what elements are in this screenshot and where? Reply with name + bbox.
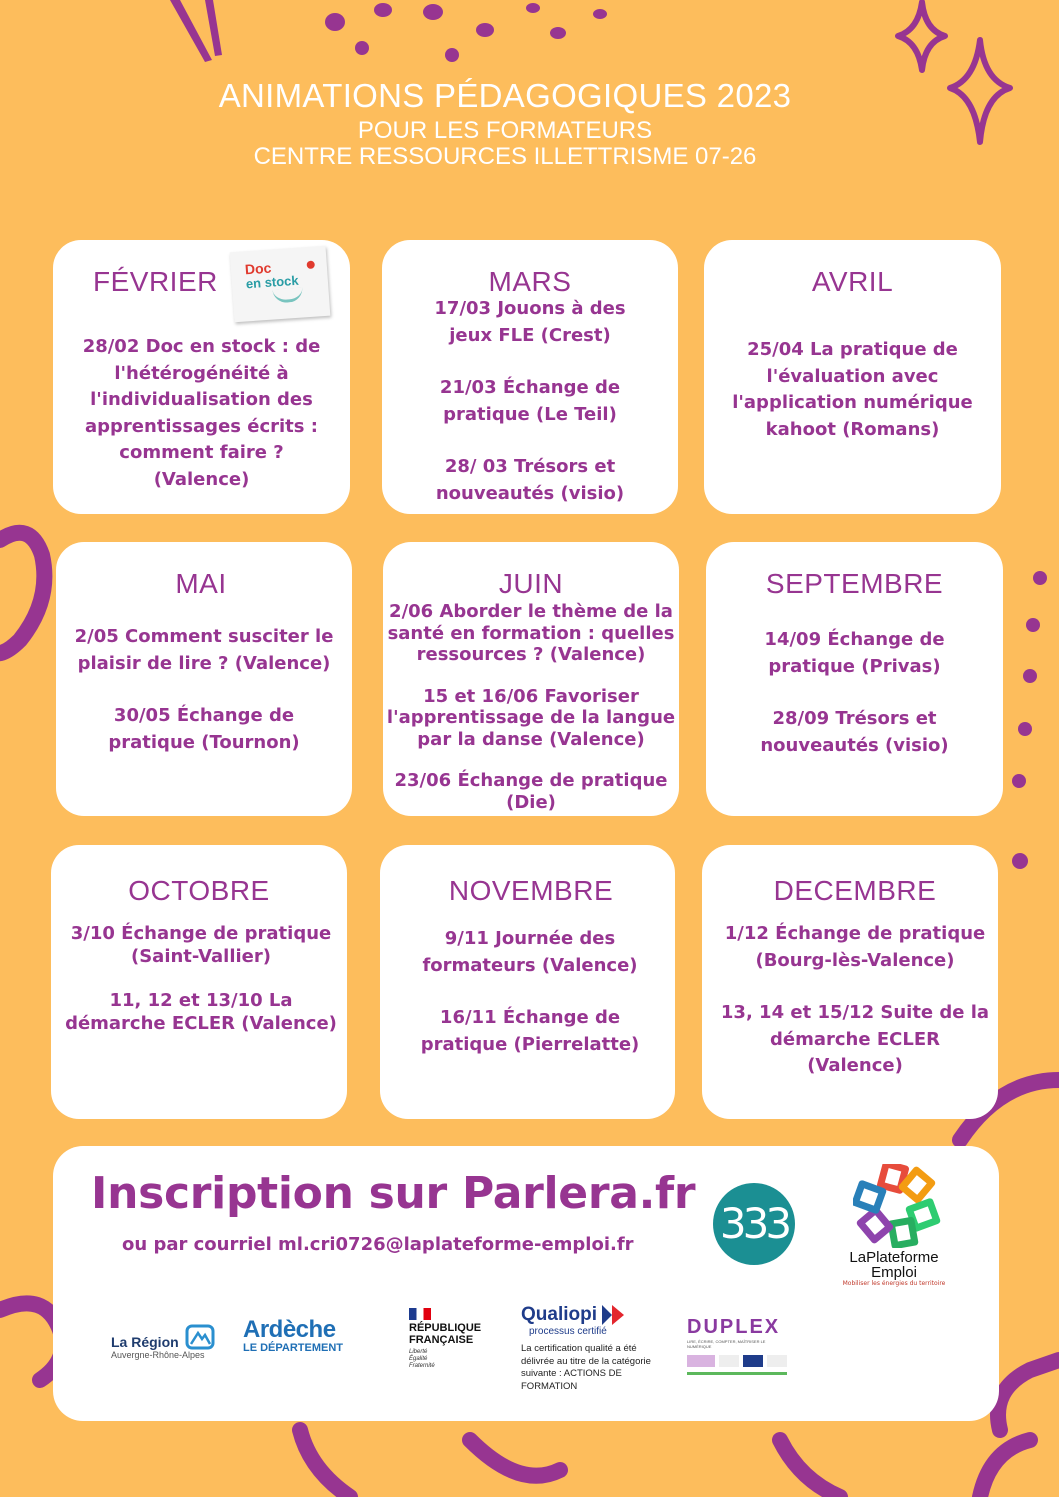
event-line: formateurs (Valence) [422,954,638,976]
month-title: MARS [488,266,572,297]
month-card-septembre [706,542,1003,816]
event-line: comment faire ? [119,442,284,463]
ardeche-name: Ardèche [243,1316,336,1343]
event-line: pratique (Tournon) [108,731,300,753]
event-line: l'application numérique [732,392,973,413]
region-aura-logo [111,1324,215,1360]
page-title: ANIMATIONS PÉDAGOGIQUES 2023 [218,77,792,114]
month-title: NOVEMBRE [448,875,614,906]
lpe-name-line: LaPlateforme [849,1249,939,1266]
event-line: 21/03 Échange de [439,377,621,398]
ardeche-sub: LE DÉPARTEMENT [243,1342,344,1354]
month-title: JUIN [498,568,564,599]
month-title: OCTOBRE [128,875,270,906]
event-line: l'apprentissage de la langue [386,707,676,728]
spacer [51,968,351,990]
duplex-partner-strip [687,1352,787,1370]
doc-logo-text: Doc [244,259,272,278]
ardeche-departement-logo [243,1316,343,1354]
repub-name: RÉPUBLIQUE [409,1322,482,1334]
spacer [706,680,1003,706]
qualiopi-arrow-icon [600,1304,626,1326]
french-flag-icon [409,1308,431,1320]
qualiopi-sub: processus certifié [529,1326,607,1337]
event-line: ressources ? (Valence) [416,644,646,665]
red-dot-icon [306,261,315,270]
month-card-juin [383,542,679,816]
page-subtitle: POUR LES FORMATEURS [357,117,653,144]
month-title: AVRIL [811,266,894,297]
month-title: FÉVRIER [93,266,218,297]
event-line: (Bourg-lès-Valence) [755,949,955,971]
event-line: 15 et 16/06 Favoriser [423,685,639,707]
event-line: l'évaluation avec [766,365,939,387]
event-line: 13, 14 et 15/12 Suite de la [720,1002,990,1023]
event-line: 1/12 Échange de pratique [724,923,986,944]
duplex-logo [687,1316,787,1375]
event-line: démarche ECLER (Valence) [65,1012,337,1034]
plateforme-emblem-icon [853,1164,943,1248]
event-line: 14/09 Échange de [764,629,945,650]
spacer [382,349,678,375]
event-line: l'hétérogénéité à [114,362,289,384]
event-line: 25/04 La pratique de [747,339,958,360]
doc-logo-text: en stock [245,272,300,292]
event-line: par la danse (Valence) [417,728,645,750]
mountain-icon [185,1324,215,1350]
event-line: démarche ECLER [770,1028,940,1050]
event-line: 23/06 Échange de pratique [394,770,668,791]
month-card-decembre [702,845,998,1119]
spacer [702,974,1008,1000]
republique-francaise-logo [409,1308,481,1370]
repub-motto: Fraternité [409,1363,435,1369]
month-title: MAI [175,568,227,599]
spacer [56,677,352,703]
event-line: pratique (Le Teil) [443,403,617,425]
repub-motto: Liberté [409,1349,428,1355]
doc-en-stock-logo [230,246,331,323]
repub-name: FRANÇAISE [409,1334,474,1346]
month-events [704,337,1001,443]
lpe-name-line: Emploi [871,1264,917,1281]
month-events [383,601,679,813]
event-line: (Die) [506,791,556,813]
event-line: nouveautés (visio) [760,734,949,756]
event-line: 9/11 Journée des [444,928,616,949]
event-line: 28/09 Trésors et [772,708,937,729]
anlci-icon [719,1355,739,1367]
event-line: 11, 12 et 13/10 La [109,990,293,1011]
month-events [56,624,352,756]
qualiopi-name: Qualiopi [521,1304,597,1325]
event-line: 17/03 Jouons à des [434,298,626,319]
page-header [0,78,1010,170]
event-line: (Saint-Vallier) [130,945,271,967]
smile-icon [272,287,303,303]
duplex-sub: LIRE, ÉCRIRE, COMPTER, MAÎTRISER LE NUMÉRIQUE [687,1339,766,1349]
month-events [51,923,351,1035]
spacer [380,979,680,1005]
event-line: 16/11 Échange de [439,1007,621,1028]
registration-heading[interactable]: Inscription sur Parlera.fr [91,1168,696,1219]
qualiopi-statement: La certification qualité a été délivrée au titre de la catégorie suivante : ACTIONS DE FORMATION [521,1343,651,1392]
repub-motto: Égalité [409,1356,428,1362]
month-card-novembre [380,845,675,1119]
month-events [53,334,350,493]
lpe-name [829,1250,959,1280]
event-line: jeux FLE (Crest) [449,324,611,346]
month-events [706,627,1003,759]
event-line: 2/06 Aborder le thème de la [389,601,673,622]
event-line: 2/05 Comment susciter le [74,626,334,647]
page-subtitle-organization: CENTRE RESSOURCES ILLETTRISME 07-26 [253,143,757,170]
spacer [383,666,679,686]
month-card-octobre [51,845,347,1119]
month-card-avril [704,240,1001,514]
event-line: 30/05 Échange de [113,705,295,726]
region-subname: Auvergne-Rhône-Alpes [111,1350,205,1360]
event-line: pratique (Privas) [768,655,941,677]
event-line: kahoot (Romans) [765,418,940,440]
month-events [382,296,678,507]
month-title: DECEMBRE [773,875,937,906]
region-name: La Région [111,1334,179,1350]
month-title: SEPTEMBRE [765,568,944,599]
spacer [382,428,678,454]
event-line: apprentissages écrits : [85,415,318,437]
event-line: 28/02 Doc en stock : de [82,336,321,357]
event-line: l'individualisation des [90,389,313,410]
lpe-tagline: Mobiliser les énergies du territoire [842,1280,946,1287]
event-line: santé en formation : quelles [387,622,675,644]
duplex-underline [687,1372,787,1375]
spacer [383,750,679,770]
event-line: 28/ 03 Trésors et [444,456,616,477]
qualiopi-logo [521,1304,671,1393]
month-card-mars [382,240,678,514]
bike-icon [687,1355,715,1367]
month-events [380,926,680,1058]
event-line: plaisir de lire ? (Valence) [77,652,331,674]
duplex-name: DUPLEX [687,1316,781,1338]
event-line: pratique (Pierrelatte) [420,1033,640,1055]
eu-flag-icon [743,1355,763,1367]
event-line: nouveautés (visio) [435,482,625,504]
event-line: (Valence) [153,468,250,490]
event-line: (Valence) [807,1055,903,1076]
month-events [702,921,1008,1080]
la-plateforme-emploi-logo [829,1164,959,1294]
registration-footer [53,1146,999,1421]
logo-333: 333 [713,1183,795,1265]
event-line: 3/10 Échange de pratique [70,923,332,944]
month-card-mai [56,542,352,816]
partner-icon [767,1355,787,1367]
registration-email[interactable]: ou par courriel ml.cri0726@laplateforme-emploi.fr [122,1234,634,1255]
